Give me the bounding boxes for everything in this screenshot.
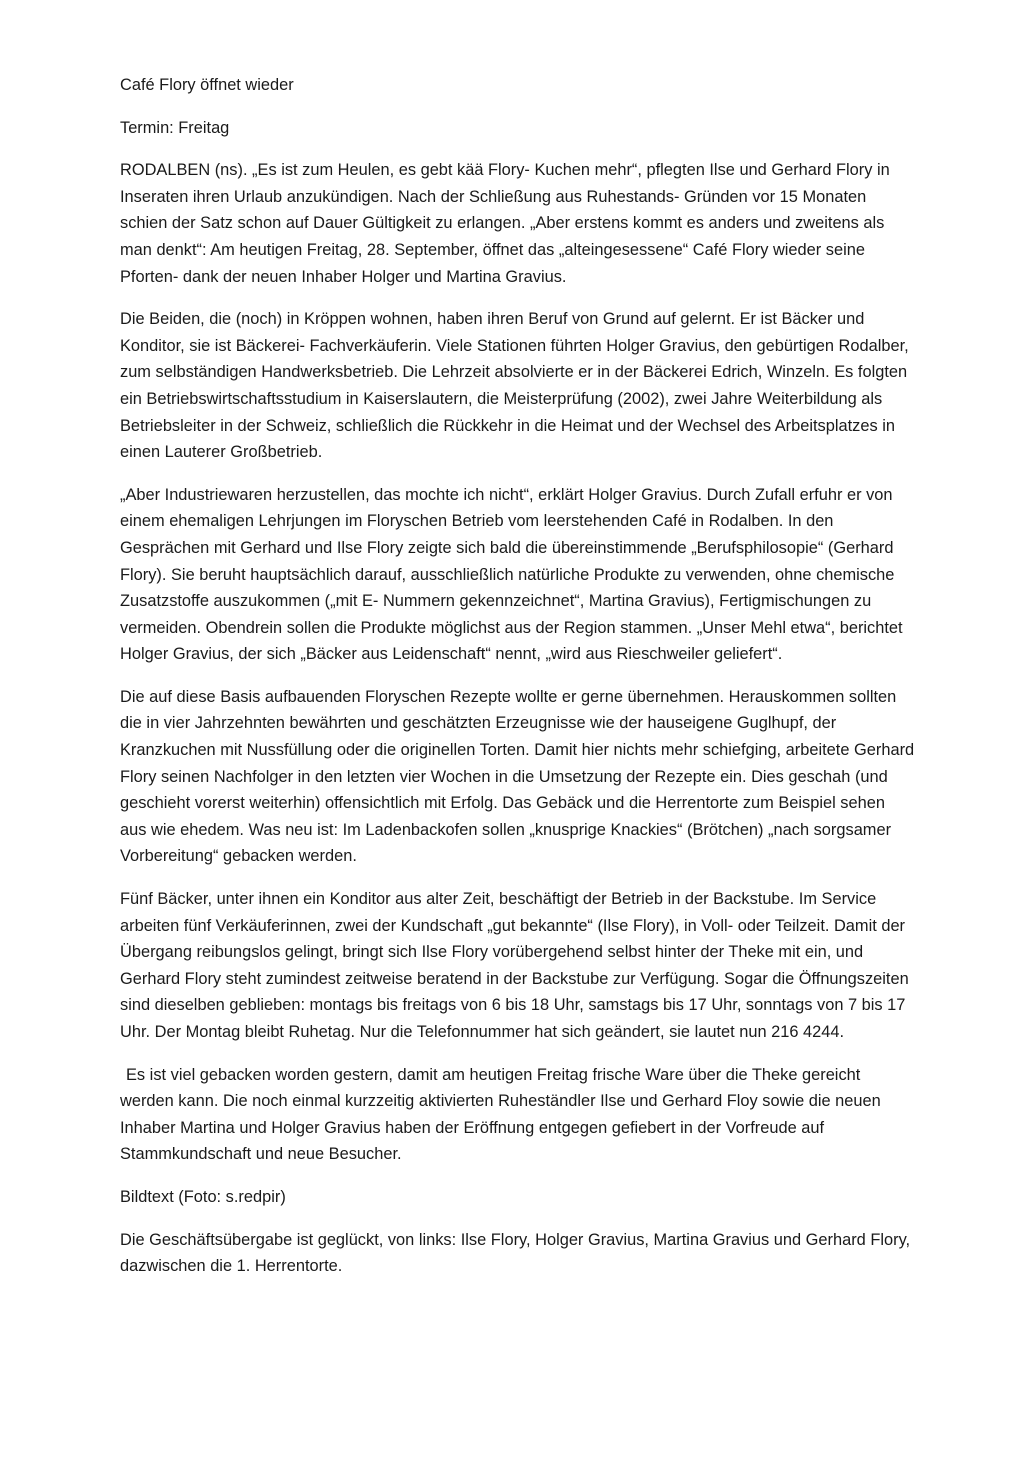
paragraph-recipes: Die auf diese Basis aufbauenden Floryschen Rezepte wollte er gerne übernehmen. Herauskommen sollten die in vier Jahrzehnten bewährten und geschätzten Erzeugnisse wie der hauseigene Guglhupf, der Kranzkuchen mit Nussfüllung oder die originellen Torten. Damit hier nichts mehr schiefging, arbeitete Gerhard Flory seinen Nachfolger in den letzten vier Wochen in die Umsetzung der Rezepte ein. Dies geschah (und geschieht vorerst weiterhin) offensichtlich mit Erfolg. Das Gebäck und die Herrentorte zum Beispiel sehen aus wie ehedem. Was neu ist: Im Ladenbackofen sollen „knusprige Knackies“ (Brötchen) „nach sorgsamer Vorbereitung“ gebacken werden. bbox=[120, 687, 915, 866]
paragraph-owners: Die Beiden, die (noch) in Kröppen wohnen, haben ihren Beruf von Grund auf gelernt. Er ist Bäcker und Konditor, sie ist Bäckerei- Fachverkäuferin. Viele Stationen führten Holger Gravius, den gebürtigen Rodalber, zum selbständigen Handwerksbetrieb. Die Lehrzeit absolvierte er in der Bäckerei Edrich, Winzeln. Es folgten ein Betriebswirtschaftsstudium in Kaiserslautern, die Meisterprüfung (2002), zwei Jahre Weiterbildung als Betriebsleiter in der Schweiz, schließlich die Rückkehr in die Heimat und der Wechsel des Arbeitsplatzes in einen Lauterer Großbetrieb. bbox=[120, 310, 909, 462]
document-page bbox=[120, 72, 915, 1296]
paragraph-opening: Es ist viel gebacken worden gestern, damit am heutigen Freitag frische Ware über die Theke gereicht werden kann. Die noch einmal kurzzeitig aktivierten Ruheständler Ilse und Gerhard Floy sowie die neuen Inhaber Martina und Holger Gravius haben der Eröffnung entgegen gefiebert in der Vorfreude auf Stammkundschaft und neue Besucher. bbox=[120, 1065, 881, 1164]
paragraph-philosophy: „Aber Industriewaren herzustellen, das mochte ich nicht“, erklärt Holger Gravius. Durch Zufall erfuhr er von einem ehemaligen Lehrjungen im Floryschen Betrieb vom leerstehenden Café in Rodalben. In den Gesprächen mit Gerhard und Ilse Flory zeigte sich bald die übereinstimmende „Berufsphilosopie“ (Gerhard Flory). Sie beruht hauptsächlich darauf, ausschließlich natürliche Produkte zu verwenden, ohne chemische Zusatzstoffe auszukommen („mit E- Nummern gekennzeichnet“, Martina Gravius), Fertigmischungen zu vermeiden. Obendrein sollen die Produkte möglichst aus der Region stammen. „Unser Mehl etwa“, berichtet Holger Gravius, der sich „Bäcker aus Leidenschaft“ nennt, „wird aus Rieschweiler geliefert“. bbox=[120, 485, 903, 664]
paragraph-intro: RODALBEN (ns). „Es ist zum Heulen, es gebt kää Flory- Kuchen mehr“, pflegten Ilse und Gerhard Flory in Inseraten ihren Urlaub anzukündigen. Nach der Schließung aus Ruhestands- Gründen vor 15 Monaten schien der Satz schon auf Dauer Gültigkeit zu erlangen. „Aber erstens kommt es anders und zweitens als man denkt“: Am heutigen Freitag, 28. September, öffnet das „alteingesessene“ Café Flory wieder seine Pforten- dank der neuen Inhaber Holger und Martina Gravius. bbox=[120, 161, 890, 286]
document-title: Café Flory öffnet wieder bbox=[120, 76, 294, 94]
termin-line: Termin: Freitag bbox=[120, 118, 230, 137]
paragraph-staff: Fünf Bäcker, unter ihnen ein Konditor aus alter Zeit, beschäftigt der Betrieb in der Backstube. Im Service arbeiten fünf Verkäuferinnen, zwei der Kundschaft „gut bekannte“ (Ilse Flory), in Voll- oder Teilzeit. Damit der Übergang reibungslos gelingt, bringt sich Ilse Flory vorübergehend selbst hinter der Theke mit ein, und Gerhard Flory steht zumindest zeitweise beratend in der Backstube zur Verfügung. Sogar die Öffnungszeiten sind dieselben geblieben: montags bis freitags von 6 bis 18 Uhr, samstags bis 17 Uhr, sonntags von 7 bis 17 Uhr. Der Montag bleibt Ruhetag. Nur die Telefonnummer hat sich geändert, sie lautet nun 216 4244. bbox=[120, 890, 909, 1041]
caption-label: Bildtext (Foto: s.redpir) bbox=[120, 1187, 286, 1206]
photo-caption: Die Geschäftsübergabe ist geglückt, von links: Ilse Flory, Holger Gravius, Martina Gravius und Gerhard Flory, dazwischen die 1. Herrentorte. bbox=[120, 1230, 911, 1276]
